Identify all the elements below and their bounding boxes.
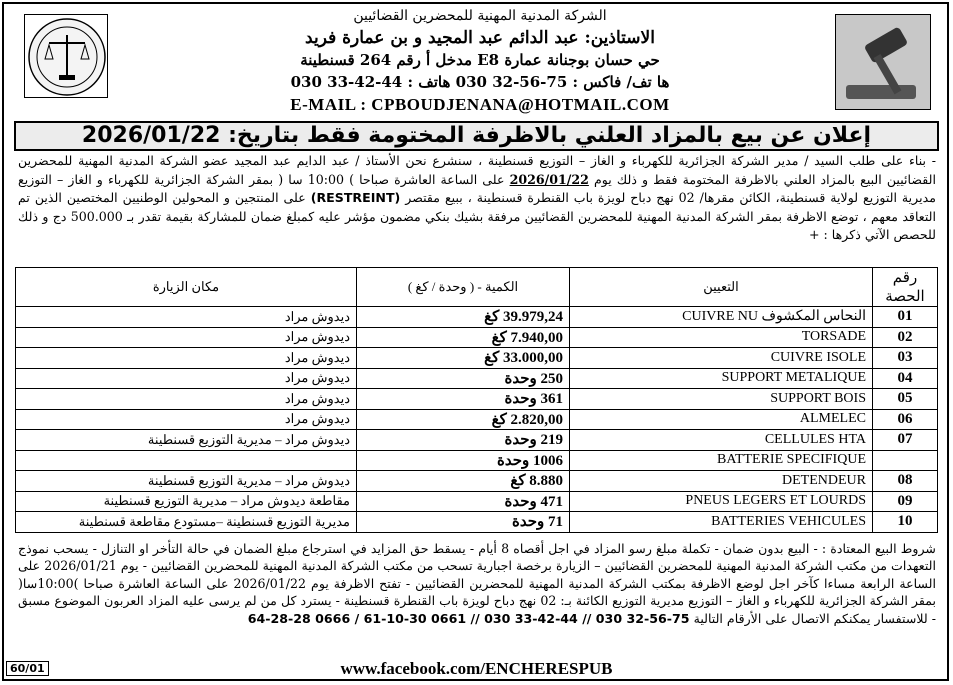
lot-location: ديدوش مراد – مديرية التوزيع قسنطينة: [16, 471, 357, 492]
lot-designation: ALMELEC: [570, 409, 873, 430]
lot-designation: CELLULES HTA: [570, 430, 873, 451]
lot-number: [873, 450, 938, 471]
lot-location: ديدوش مراد: [16, 348, 357, 369]
header-quantity: الكمية - ( وحدة / كغ ): [357, 268, 570, 307]
lot-location: ديدوش مراد: [16, 409, 357, 430]
lot-designation: النحاس المكشوف CUIVRE NU: [570, 307, 873, 328]
table-row: [16, 307, 938, 328]
bailiffs-names: الاستاذين: عبد الدائم عبد المجيد و بن عمارة فريد: [305, 28, 655, 48]
table-row: [16, 430, 938, 451]
lot-quantity: 219 وحدة: [357, 430, 570, 451]
lot-designation: CUIVRE ISOLE: [570, 348, 873, 369]
header-lot: رقم الحصة: [873, 268, 938, 307]
table-row: [16, 512, 938, 533]
lot-number: 04: [873, 368, 938, 389]
sale-terms: [18, 540, 936, 627]
lot-designation: SUPPORT BOIS: [570, 389, 873, 410]
lot-quantity: 71 وحدة: [357, 512, 570, 533]
lot-number: 10: [873, 512, 938, 533]
phone-line: ها تف/ فاكس : 75-56-32 030 هاتف : 44-42-33 030: [290, 73, 670, 91]
lot-number: 08: [873, 471, 938, 492]
lot-quantity: 1006 وحدة: [357, 450, 570, 471]
lot-location: ديدوش مراد: [16, 307, 357, 328]
lot-number: 07: [873, 430, 938, 451]
lot-location: ديدوش مراد: [16, 368, 357, 389]
lot-number: 03: [873, 348, 938, 369]
lot-quantity: 2.820,00 كغ: [357, 409, 570, 430]
gavel-image: [835, 14, 931, 110]
lot-number: 01: [873, 307, 938, 328]
table-row: [16, 471, 938, 492]
table-row: [16, 491, 938, 512]
lot-location: ديدوش مراد: [16, 389, 357, 410]
lot-number: 02: [873, 327, 938, 348]
lot-quantity: 471 وحدة: [357, 491, 570, 512]
office-address: مدخل أ رقم 264 قسنطينة E8 حي حسان بوجنانة عمارة: [300, 51, 660, 69]
lot-quantity: 250 وحدة: [357, 368, 570, 389]
lot-number: 05: [873, 389, 938, 410]
lot-location: مقاطعة ديدوش مراد – مديرية التوزيع قسنطينة: [16, 491, 357, 512]
email-address: E-MAIL : CPBOUDJENANA@HOTMAIL.COM: [290, 95, 670, 114]
contact-phones: 75-56-32 030 // 44-42-33 030 // 0661 30-10-61 / 0666 28-28-64: [247, 610, 690, 626]
table-row: [16, 389, 938, 410]
lot-designation: DETENDEUR: [570, 471, 873, 492]
lot-location: ديدوش مراد: [16, 327, 357, 348]
lot-designation: TORSADE: [570, 327, 873, 348]
lot-location: ديدوش مراد – مديرية التوزيع قسنطينة: [16, 430, 357, 451]
lot-quantity: 8.880 كغ: [357, 471, 570, 492]
restreint-label: (RESTREINT): [310, 190, 401, 205]
intro-paragraph: [18, 152, 936, 245]
lot-location: مديرية التوزيع قسنطينة –مستودع مقاطعة قسنطينة: [16, 512, 357, 533]
table-header-row: [16, 268, 938, 307]
table-row: [16, 327, 938, 348]
intro-part-3: على المنتجين و المحولين الوطنيين المختصين الذين تم التعاقد معهم ، توضع الاظرفة بمقر الشركة المدنية المهنية للمحضرين القضائيين مرفقة بشيك بنكي مضمون مؤشر عليه كمبلغ ضمان للمشاركة بقيمة تقدر بـ 500.000 دج و ذلك للحصص الآتي ذكرها : +: [18, 190, 937, 242]
lot-quantity: 7.940,00 كغ: [357, 327, 570, 348]
lot-designation: BATTERIES VEHICULES: [570, 512, 873, 533]
table-row: [16, 409, 938, 430]
lot-designation: PNEUS LEGERS ET LOURDS: [570, 491, 873, 512]
terms-text: شروط البيع المعتادة : - البيع بدون ضمان - تكملة مبلغ رسو المزاد في اجل أقصاه 8 أيام - يسقط حق المزايد في استرجاع مبلغ الضمان في حالة التأخر او التنازل - يسحب نموذج التعهدات من مكتب الشركة المدنية المهنية للمحضرين القضائيين – الزيارة برخصة اجبارية تسحب من مكتب الشركة المدنية المهنية للمحضرين القضائيين - يوم 2026/01/21 على الساعة الرابعة مساءا كآخر اجل لوضع الاظرفة بمكتب الشركة المدنية المهنية للمحضرين القضائيين - تفتح الاظرفة يوم 2026/01/22 على الساعة العاشرة صباحا )10:00سا( بمقر الشركة الجزائرية للكهرباء و الغاز – التوزيع مديرية التوزيع الكائنة بـ: 02 نهج دباح لويزة باب القنطرة قسنطينة - يسترد كل من لم يرسى عليه المزاد العربون الموضوع مسبق - للاستفسار يمكنكم الاتصال على الأرقام التالية: [18, 541, 937, 626]
auction-date: 2026/01/22: [509, 171, 589, 187]
lot-number: 09: [873, 491, 938, 512]
table-row: [16, 450, 938, 471]
table-row: [16, 368, 938, 389]
lot-designation: BATTERIE SPECIFIQUE: [570, 450, 873, 471]
header-designation: التعيين: [570, 268, 873, 307]
table-row: [16, 348, 938, 369]
intro-part-2: على الساعة العاشرة صباحا ) 10:00 سا ( بمقر الشركة الجزائرية للكهرباء و الغاز – التوزيع مديرية التوزيع لولاية قسنطينة، الكائن مقرها/ 02 نهج دباح لويزة باب القنطرة قسنطينة ، ببيع مقتصر: [18, 171, 936, 205]
intro-part-1: - بناء على طلب السيد / مدير الشركة الجزائرية للكهرباء و الغاز – التوزيع قسنطينة ، سنشرع نحن الأستاذ / عبد الدايم عبد المجيد عضو الشركة المدنية المهنية للمحضرين القضائيين البيع بالمزاد العلني بالاظرفة المختومة فقط و ذلك يوم: [18, 153, 936, 187]
header-location: مكان الزيارة: [16, 268, 357, 307]
facebook-link[interactable]: www.facebook.com/ENCHERESPUB: [340, 659, 613, 678]
auction-title: إعلان عن بيع بالمزاد العلني بالاظرفة المختومة فقط بتاريخ: 2026/01/22: [14, 121, 939, 151]
lot-quantity: 361 وحدة: [357, 389, 570, 410]
lots-table: [15, 267, 938, 533]
lot-location: [16, 450, 357, 471]
lot-number: 06: [873, 409, 938, 430]
reference-number: 60/01: [6, 661, 49, 676]
lot-quantity: 39.979,24 كغ: [357, 307, 570, 328]
scales-of-justice-logo: [24, 14, 108, 98]
lot-designation: SUPPORT METALIQUE: [570, 368, 873, 389]
lot-quantity: 33.000,00 كغ: [357, 348, 570, 369]
company-name: الشركة المدنية المهنية للمحضرين القضائيين: [353, 8, 607, 24]
